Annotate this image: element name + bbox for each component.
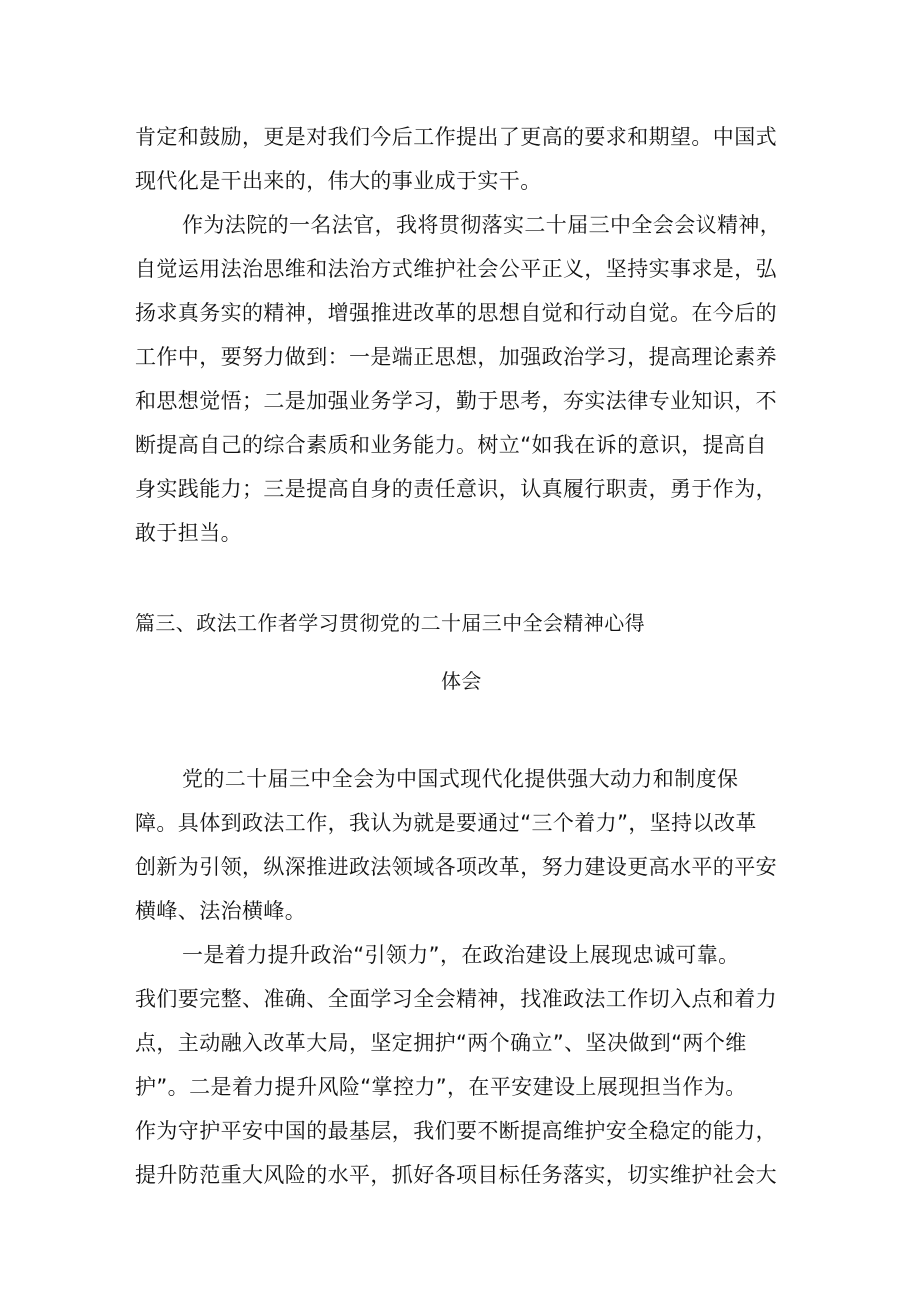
paragraph-line: 扬求真务实的精神，增强推进改革的思想自觉和行动自觉。在今后的 [135,301,777,325]
paragraph-line: 党的二十届三中全会为中国式现代化提供强大动力和制度保 [182,767,739,791]
paragraph-line: 作为法院的一名法官，我将贯彻落实二十届三中全会会议精神， [182,213,782,237]
paragraph-line: 敢于担当。 [135,521,242,545]
section-title: 篇三、政法工作者学习贯彻党的二十届三中全会精神心得 [135,611,645,635]
paragraph-line: 作为守护平安中国的最基层，我们要不断提高维护安全稳定的能力， [135,1119,777,1143]
paragraph-line: 一是着力提升政治“引领力”，在政治建设上展现忠诚可靠。 [182,943,740,967]
paragraph-line: 创新为引领，纵深推进政法领域各项改革，努力建设更高水平的平安 [135,855,777,879]
paragraph-line: 障。具体到政法工作，我认为就是要通过“三个着力”，坚持以改革 [135,811,757,835]
paragraph-line: 自觉运用法治思维和法治方式维护社会公平正义，坚持实事求是，弘 [135,257,777,281]
section-title-continued: 体会 [441,669,482,693]
paragraph-line: 护”。二是着力提升风险“掌控力”，在平安建设上展现担当作为。 [135,1075,747,1099]
paragraph-line: 点，主动融入改革大局，坚定拥护“两个确立”、坚决做到“两个维 [135,1031,747,1055]
paragraph-line: 我们要完整、准确、全面学习全会精神，找准政法工作切入点和着力 [135,987,777,1011]
paragraph-line: 提升防范重大风险的水平，抓好各项目标任务落实，切实维护社会大 [135,1163,777,1187]
paragraph-line: 横峰、法治横峰。 [135,899,307,923]
paragraph-line: 身实践能力；三是提高自身的责任意识，认真履行职责，勇于作为， [135,477,777,501]
paragraph-line: 肯定和鼓励，更是对我们今后工作提出了更高的要求和期望。中国式 [135,125,777,149]
paragraph-line: 工作中，要努力做到：一是端正思想，加强政治学习，提高理论素养 [135,345,777,369]
paragraph-line: 现代化是干出来的，伟大的事业成于实干。 [135,169,542,193]
paragraph-line: 断提高自己的综合素质和业务能力。树立“如我在诉的意识，提高自 [135,433,767,457]
paragraph-line: 和思想觉悟；二是加强业务学习，勤于思考，夯实法律专业知识，不 [135,389,777,413]
